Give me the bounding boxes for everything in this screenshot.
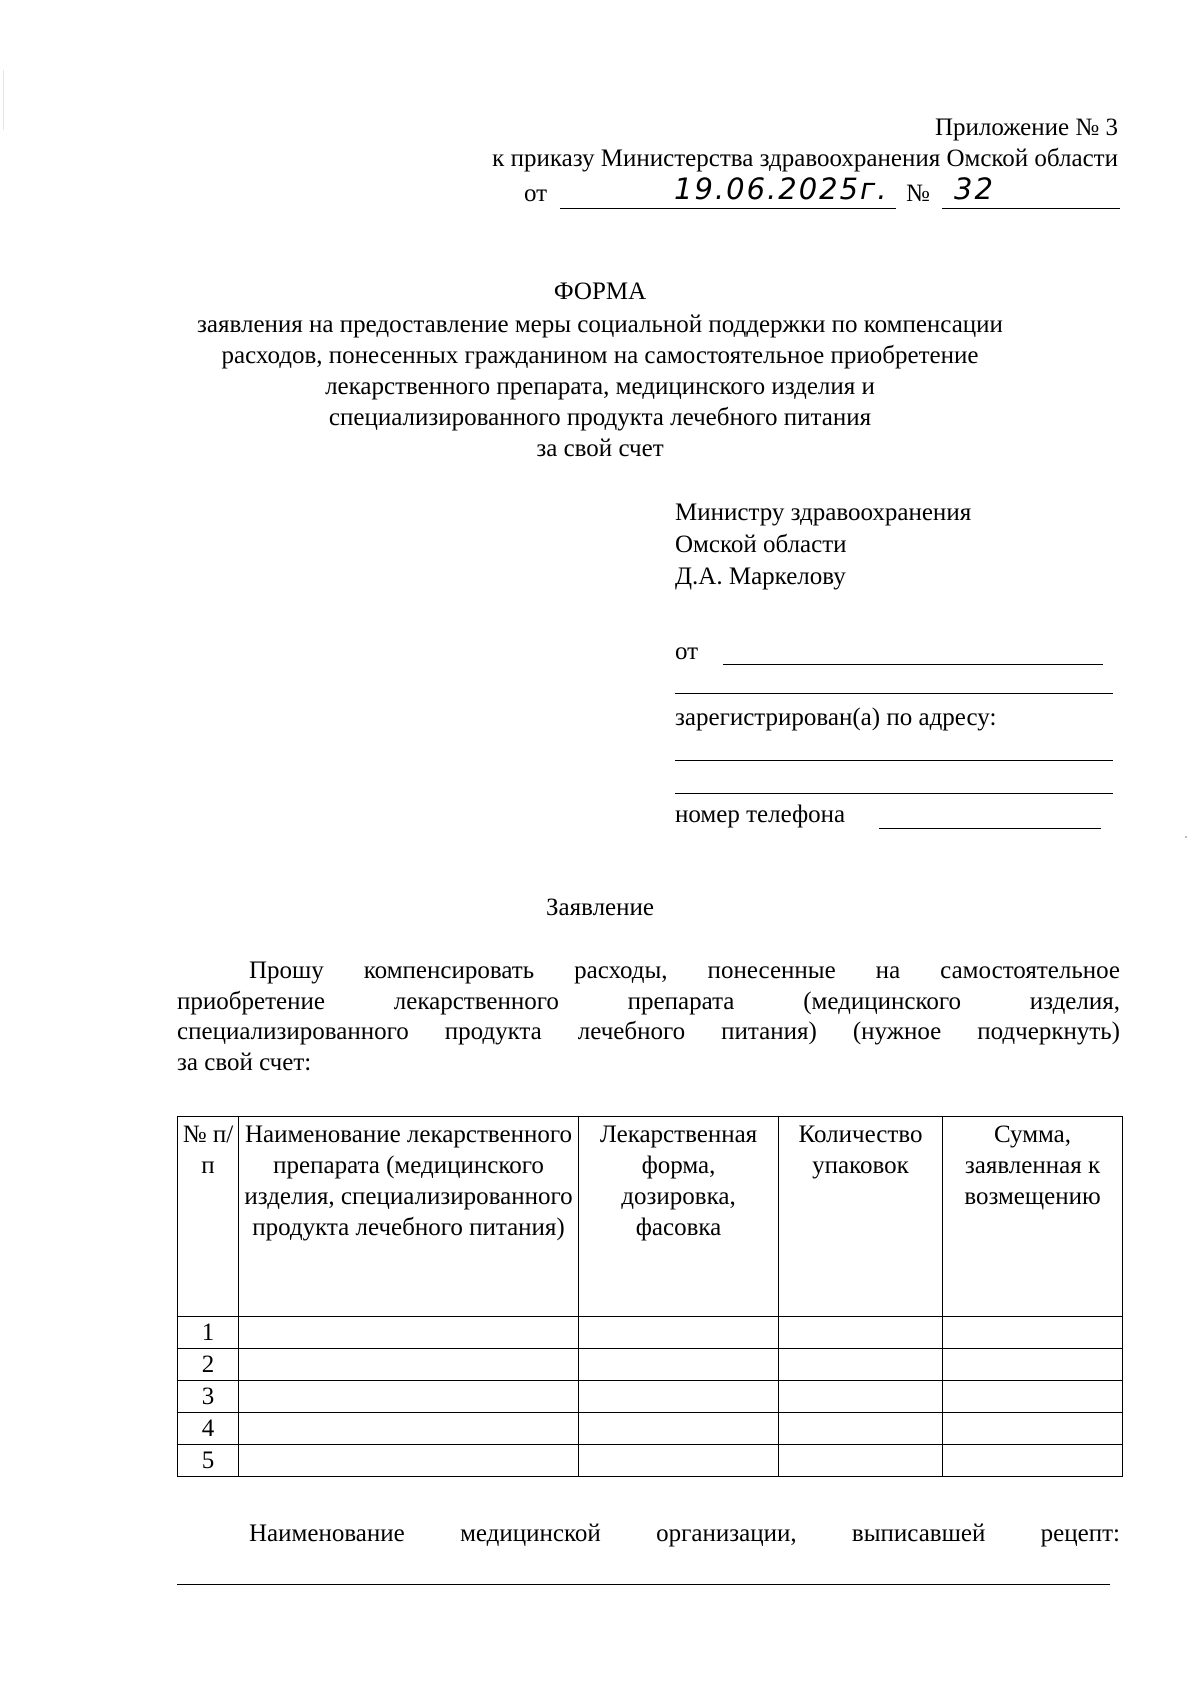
subtitle-line: расходов, понесенных гражданином на самостоятельное приобретение [221, 342, 979, 369]
order-date-line [524, 174, 1120, 214]
order-date-underline [560, 208, 896, 209]
statement-line: Прошу компенсировать расходы, понесенные на самостоятельное [249, 957, 1120, 984]
applicant-from-label: от [675, 638, 699, 665]
cell-dosage-form[interactable] [579, 1317, 779, 1349]
form-subtitle [150, 309, 1050, 464]
cell-quantity[interactable] [779, 1381, 943, 1413]
expenses-table [177, 1116, 1123, 1477]
appendix-header [492, 112, 1118, 174]
cell-name[interactable] [239, 1413, 579, 1445]
order-number-label: № [906, 180, 930, 207]
order-date-handwritten: 19.06.2025г. [674, 172, 889, 206]
order-from-label: от [524, 180, 548, 207]
addressee-line: Омской области [675, 531, 847, 558]
registered-address-label: зарегистрирован(а) по адресу: [675, 704, 997, 731]
column-header-name: Наименование лекарственного препарата (медицинского изделия, специализированного продукта лечебного питания) [239, 1117, 579, 1317]
cell-amount[interactable] [943, 1317, 1123, 1349]
row-number: 2 [178, 1349, 239, 1381]
cell-amount[interactable] [943, 1413, 1123, 1445]
scan-speck [1185, 836, 1187, 838]
table-row [178, 1413, 1123, 1445]
addressee-block [675, 497, 1115, 593]
form-heading: ФОРМА [553, 278, 647, 305]
table-row [178, 1349, 1123, 1381]
table-row [178, 1317, 1123, 1349]
cell-quantity[interactable] [779, 1413, 943, 1445]
medical-org-block [177, 1518, 1120, 1549]
column-header-quantity: Количество упаковок [779, 1117, 943, 1317]
applicant-name-field[interactable] [675, 636, 1115, 672]
registered-address-field [675, 702, 1115, 738]
appendix-number: Приложение № 3 [934, 114, 1118, 141]
applicant-name-underline[interactable] [723, 664, 1103, 665]
statement-body [177, 955, 1120, 1077]
subtitle-line: заявления на предоставление меры социальной поддержки по компенсации [197, 311, 1003, 338]
cell-quantity[interactable] [779, 1349, 943, 1381]
cell-dosage-form[interactable] [579, 1413, 779, 1445]
table-header-row [178, 1117, 1123, 1317]
form-title [150, 276, 1050, 464]
table-row [178, 1381, 1123, 1413]
row-number: 5 [178, 1445, 239, 1477]
row-number: 1 [178, 1317, 239, 1349]
cell-amount[interactable] [943, 1349, 1123, 1381]
cell-dosage-form[interactable] [579, 1349, 779, 1381]
subtitle-line: лекарственного препарата, медицинского изделия и [325, 373, 875, 400]
cell-name[interactable] [239, 1317, 579, 1349]
phone-label: номер телефона [675, 801, 846, 828]
applicant-name-underline-2[interactable] [675, 693, 1113, 694]
column-header-amount: Сумма, заявленная к возмещению [943, 1117, 1123, 1317]
order-number-underline [942, 208, 1120, 209]
addressee-line: Министру здравоохранения [675, 499, 972, 526]
statement-line: приобретение лекарственного препарата (медицинского изделия, [177, 987, 1120, 1015]
cell-dosage-form[interactable] [579, 1445, 779, 1477]
cell-amount[interactable] [943, 1381, 1123, 1413]
subtitle-line: специализированного продукта лечебного питания [328, 404, 872, 431]
cell-name[interactable] [239, 1445, 579, 1477]
addressee-line: Д.А. Маркелову [675, 563, 846, 590]
phone-field[interactable] [675, 799, 1115, 835]
cell-quantity[interactable] [779, 1445, 943, 1477]
medical-org-label: Наименование медицинской организации, выписавшей рецепт: [249, 1520, 1120, 1547]
statement-title: Заявление [545, 894, 655, 921]
column-header-dosage-form: Лекарственная форма, дозировка, фасовка [579, 1117, 779, 1317]
scan-edge-mark [3, 70, 4, 130]
row-number: 3 [178, 1381, 239, 1413]
address-underline-1[interactable] [675, 760, 1113, 761]
cell-quantity[interactable] [779, 1317, 943, 1349]
cell-name[interactable] [239, 1381, 579, 1413]
cell-amount[interactable] [943, 1445, 1123, 1477]
phone-underline[interactable] [879, 828, 1101, 829]
statement-line: специализированного продукта лечебного питания) (нужное подчеркнуть) [177, 1018, 1120, 1045]
table-row [178, 1445, 1123, 1477]
subtitle-line: за свой счет [536, 435, 664, 462]
medical-org-underline[interactable] [177, 1584, 1110, 1585]
appendix-order-ref: к приказу Министерства здравоохранения Омской области [492, 145, 1118, 172]
column-header-number: № п/п [178, 1117, 239, 1317]
order-number-handwritten: 32 [954, 172, 995, 206]
row-number: 4 [178, 1413, 239, 1445]
cell-name[interactable] [239, 1349, 579, 1381]
address-underline-2[interactable] [675, 793, 1113, 794]
statement-line: за свой счет: [177, 1048, 312, 1076]
cell-dosage-form[interactable] [579, 1381, 779, 1413]
